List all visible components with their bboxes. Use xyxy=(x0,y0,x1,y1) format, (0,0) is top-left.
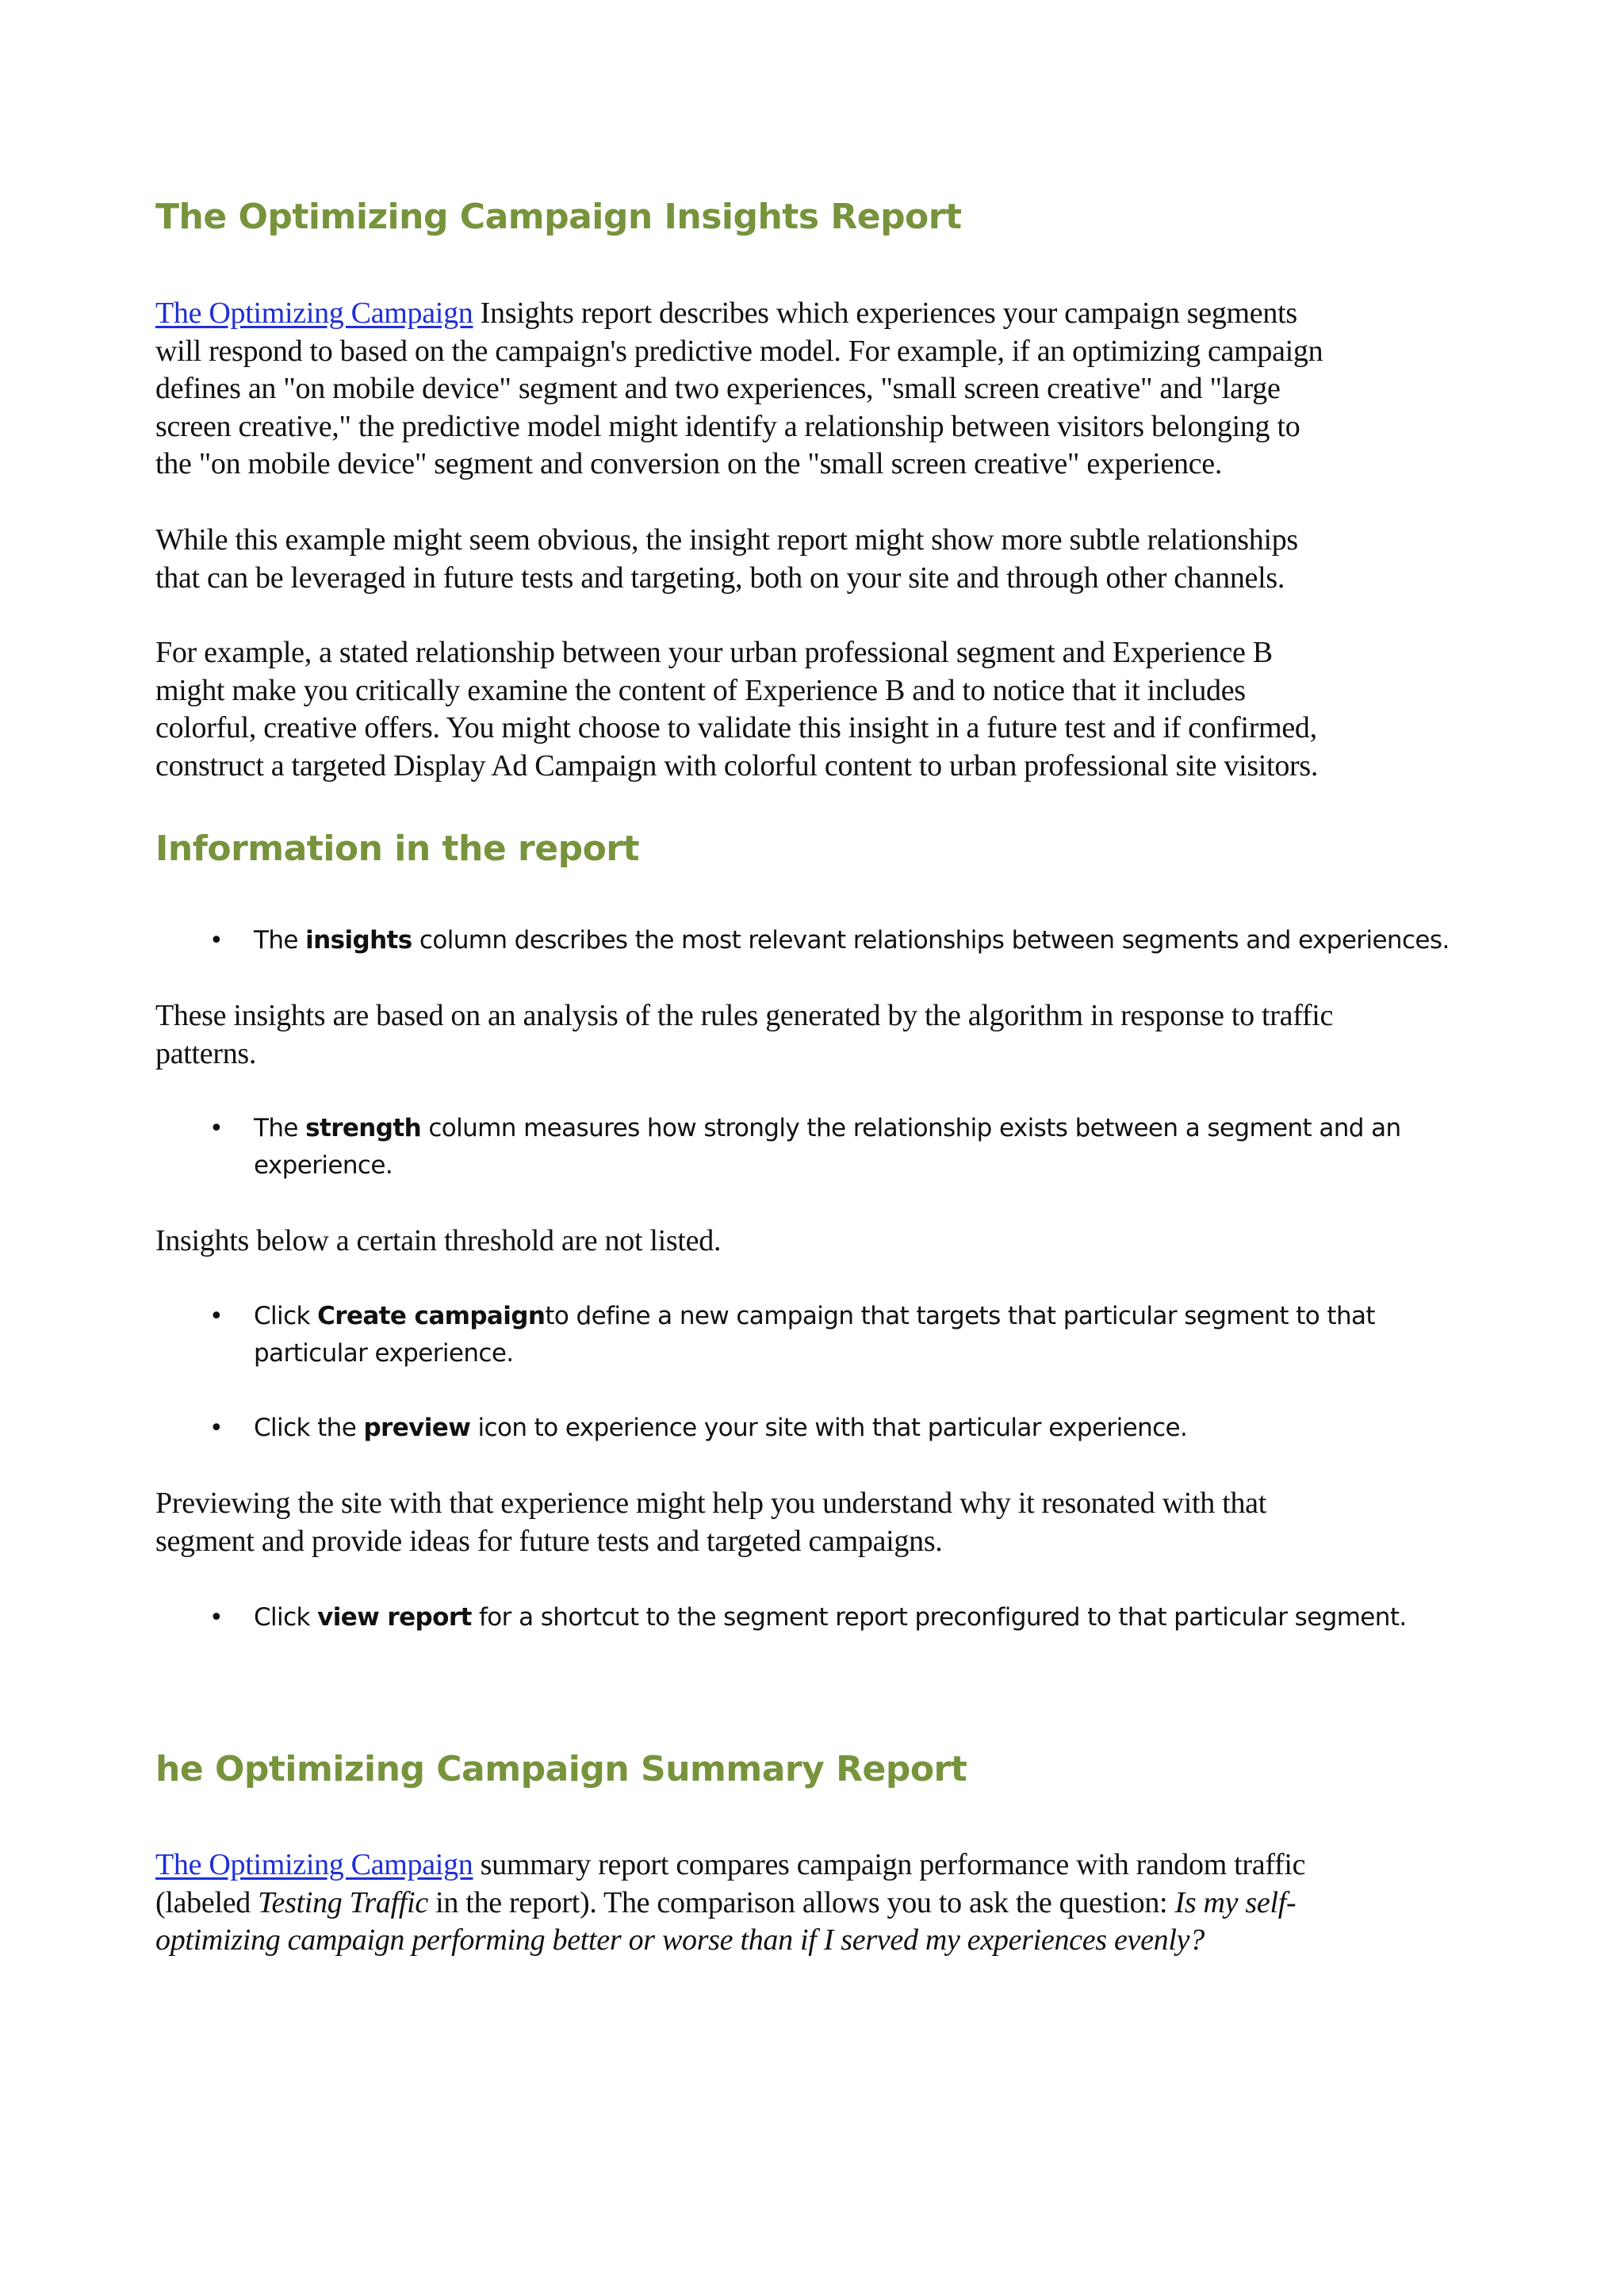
para3-line3: colorful, creative offers. You might choose to validate this insight in a future test and if confirmed, xyxy=(155,711,1317,744)
summary-question: Is my self- xyxy=(1174,1885,1297,1919)
summary-paragraph xyxy=(155,1846,1488,1960)
summary-text: (labeled xyxy=(155,1885,259,1919)
para4-line2: patterns. xyxy=(155,1036,257,1070)
bullet-dot: • xyxy=(209,1303,224,1330)
bullet-dot: • xyxy=(209,1115,224,1142)
bullet-dot: • xyxy=(209,1414,224,1442)
summary-question-cont: optimizing campaign performing better or worse than if I served my experiences evenly? xyxy=(155,1923,1205,1957)
intro-line3: defines an "on mobile device" segment and two experiences, "small screen creative" and "large xyxy=(155,372,1281,405)
intro-line5: the "on mobile device" segment and conversion on the "small screen creative" experience. xyxy=(155,447,1223,480)
optimizing-campaign-summary-link[interactable]: The Optimizing Campaign xyxy=(155,1848,473,1881)
preview-term: preview xyxy=(363,1414,471,1442)
bullet-text: Click xyxy=(254,1302,318,1330)
intro-paragraph xyxy=(155,295,1488,484)
create-campaign-term: Create campaign xyxy=(317,1302,546,1330)
para3-line1: For example, a stated relationship between your urban professional segment and Experience B xyxy=(155,636,1273,669)
summary-line1-text: summary report compares campaign performance with random traffic xyxy=(473,1848,1306,1881)
para3-line2: might make you critically examine the content of Experience B and to notice that it includes xyxy=(155,673,1246,707)
threshold-paragraph xyxy=(155,1223,1488,1261)
bullet-text: column describes the most relevant relationships between segments and experiences. xyxy=(412,926,1450,955)
urban-professional-paragraph xyxy=(155,634,1488,785)
bullet-text: for a shortcut to the segment report preconfigured to that particular segment. xyxy=(471,1603,1407,1632)
insights-basis-paragraph xyxy=(155,997,1488,1073)
strength-term: strength xyxy=(305,1114,422,1142)
bullet-text: to define a new campaign that targets that particular segment to that xyxy=(545,1302,1375,1330)
insights-term: insights xyxy=(305,926,412,955)
bullet-text-line2: particular experience. xyxy=(254,1339,514,1368)
para5-line1: Insights below a certain threshold are not listed. xyxy=(155,1224,722,1257)
intro-line2: will respond to based on the campaign's predictive model. For example, if an optimizing campaign xyxy=(155,334,1323,368)
bullet-text: The xyxy=(254,1114,306,1142)
para4-line1: These insights are based on an analysis of the rules generated by the algorithm in response to traffic xyxy=(155,999,1334,1032)
insights-report-heading: The Optimizing Campaign Insights Report xyxy=(155,197,962,237)
bullet-text-line2: experience. xyxy=(254,1151,393,1180)
information-heading: Information in the report xyxy=(155,828,640,869)
para6-line1: Previewing the site with that experience might help you understand why it resonated with that xyxy=(155,1487,1266,1520)
testing-traffic-term: Testing Traffic xyxy=(258,1885,428,1919)
summary-text: in the report). The comparison allows you to ask the question: xyxy=(427,1885,1175,1919)
bullet-dot: • xyxy=(209,927,224,955)
bullet-text: Click the xyxy=(254,1414,364,1442)
document-page xyxy=(155,0,1488,2296)
bullet-text: The xyxy=(254,926,306,955)
view-report-term: view report xyxy=(317,1603,472,1632)
summary-report-heading: he Optimizing Campaign Summary Report xyxy=(155,1749,967,1789)
bullet-dot: • xyxy=(209,1604,224,1632)
para6-line2: segment and provide ideas for future tests and targeted campaigns. xyxy=(155,1524,943,1558)
example-paragraph xyxy=(155,522,1488,597)
optimizing-campaign-link[interactable]: The Optimizing Campaign xyxy=(155,297,473,330)
para2-line1: While this example might seem obvious, the insight report might show more subtle relationships xyxy=(155,523,1298,557)
bullet-text: icon to experience your site with that particular experience. xyxy=(470,1414,1188,1442)
para2-line2: that can be leveraged in future tests and targeting, both on your site and through other channels. xyxy=(155,561,1285,595)
intro-line4: screen creative," the predictive model might identify a relationship between visitors belonging to xyxy=(155,409,1300,443)
para3-line4: construct a targeted Display Ad Campaign with colorful content to urban professional site visitors. xyxy=(155,748,1319,783)
previewing-paragraph xyxy=(155,1485,1488,1560)
bullet-text: column measures how strongly the relationship exists between a segment and an xyxy=(421,1114,1401,1142)
intro-line1-text: Insights report describes which experiences your campaign segments xyxy=(473,297,1297,330)
bullet-text: Click xyxy=(254,1603,318,1632)
